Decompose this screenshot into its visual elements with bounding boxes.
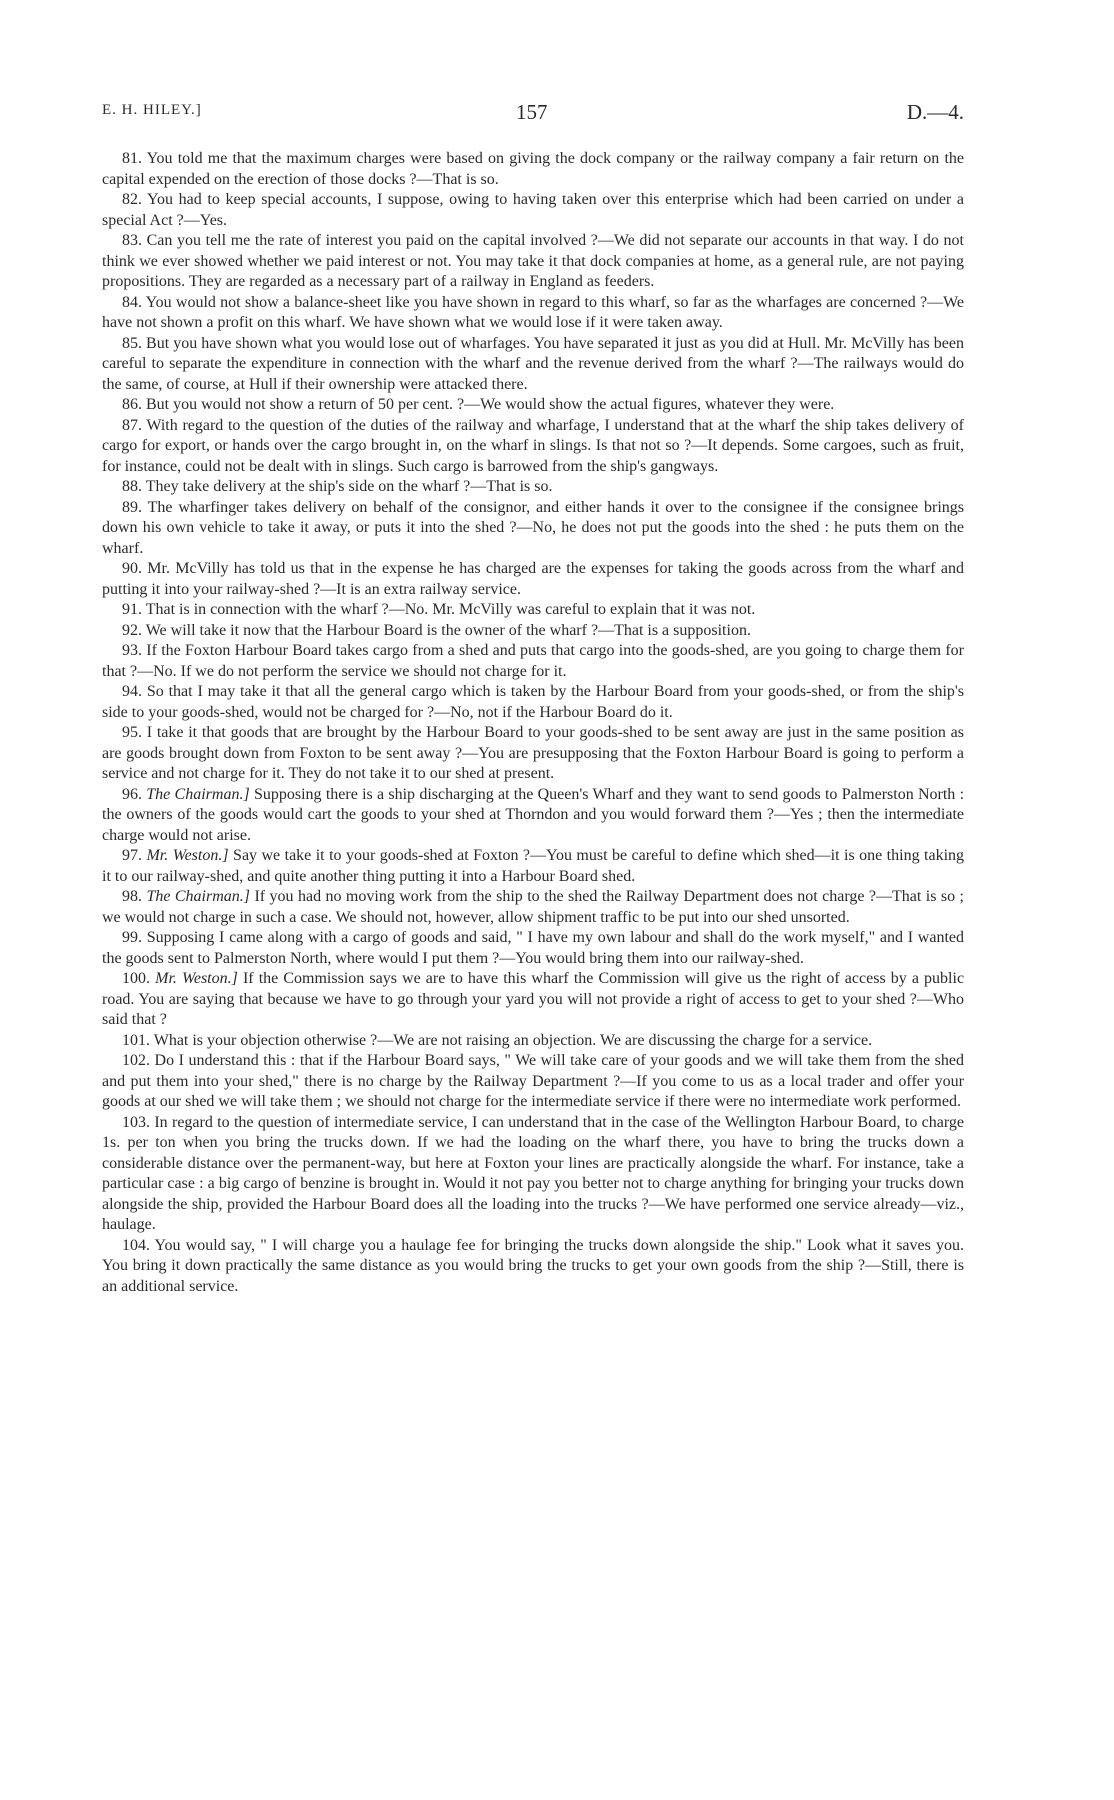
speaker: Mr. Weston.] — [155, 970, 238, 987]
paragraph: 95. I take it that goods that are brought by the Harbour Board to your goods-shed to be sent away are just in the same position as are goods brought down from Foxton to be sent away ?—You are presupposing that the Foxton Harbour Board is going to perform a service and not charge for it. They do not take it to our shed at present. — [102, 724, 964, 782]
header-witness: E. H. HILEY.] — [102, 102, 202, 118]
paragraph: 82. You had to keep special accounts, I suppose, owing to having taken over this enterprise which had been carried on under a special Act ?—Yes. — [102, 191, 964, 229]
paragraph: 96. The Chairman.] Supposing there is a ship discharging at the Queen's Wharf and they want to send goods to Palmerston North : the owners of the goods would cart the goods to your shed at Thorndon and you would forward them ?—Yes ; then the intermediate charge would not arise. — [102, 785, 965, 844]
paragraph: 83. Can you tell me the rate of interest you paid on the capital involved ?—We did not separate our accounts in that way. I do not think we ever showed whether we paid interest or not. You may take it that dock companies at home, as a general rule, are not paying propositions. They are regarded as a necessary part of a railway in England as feeders. — [102, 232, 964, 290]
paragraph: 103. In regard to the question of intermediate service, I can understand that in the case of the Wellington Harbour Board, to charge 1s. per ton when you bring the trucks down. If we had the loading on the wharf there, you have to bring the trucks down a considerable distance over the permanent-way, but here at Foxton your lines are practically alongside the wharf. For instance, take a particular case : a big cargo of benzine is brought in. Would it not pay you better not to charge anything for bringing your trucks down alongside the ship, provided the Harbour Board does all the loading into the trucks ?—We have performed one service already—viz., haulage. — [102, 1113, 964, 1233]
paragraph: 98. The Chairman.] If you had no moving work from the ship to the shed the Railway Department does not charge ?—That is so ; we would not charge in such a case. We should not, however, allow shipment traffic to be put into our shed unsorted. — [102, 888, 965, 926]
paragraph: 92. We will take it now that the Harbour Board is the owner of the wharf ?—That is a supposition. — [122, 621, 751, 639]
speaker: The Chairman.] — [146, 785, 250, 803]
paragraph: 104. You would say, " I will charge you a haulage fee for bringing the trucks down alongside the ship." Look what it saves you. You bring it down practically the same distance as you would bring the trucks to get your own goods from the ship ?—Still, there is an additional service. — [102, 1236, 964, 1295]
document-reference: D.—4. — [906, 100, 964, 124]
document-body — [102, 149, 964, 1297]
page-header — [102, 100, 964, 126]
paragraph: 86. But you would not show a return of 50 per cent. ?—We would show the actual figures, whatever they were. — [122, 396, 835, 413]
paragraph: 100. Mr. Weston.] If the Commission says we are to have this wharf the Commission will give us the right of access by a public road. You are saying that because we have to go through your yard you will not provide a right of access to get to your shed ?—Who said that ? — [102, 970, 965, 1028]
paragraph: 81. You told me that the maximum charges were based on giving the dock company or the railway company a fair return on the capital expended on the erection of those docks ?—That is so. — [102, 150, 964, 188]
speaker: Mr. Weston.] — [146, 847, 229, 864]
page-number: 157 — [516, 100, 548, 124]
paragraph: 90. Mr. McVilly has told us that in the expense he has charged are the expenses for taking the goods across from the wharf and putting it into your railway-shed ?—It is an extra railway service. — [102, 560, 964, 598]
paragraph: 94. So that I may take it that all the general cargo which is taken by the Harbour Board from your goods-shed, or from the ship's side to your goods-shed, would not be charged for ?—No, not if the Harbour Board do it. — [102, 683, 964, 721]
paragraph: 84. You would not show a balance-sheet like you have shown in regard to this wharf, so far as the wharfages are concerned ?—We have not shown a profit on this wharf. We have shown what we would lose if it were taken away. — [102, 293, 964, 331]
paragraph: 87. With regard to the question of the duties of the railway and wharfage, I understand that at the wharf the ship takes delivery of cargo for export, or hands over the cargo brought in, on the wharf in slings. Is that not so ?—It depends. Some cargoes, such as fruit, for instance, could not be dealt with in slings. Such cargo is barrowed from the ship's gangways. — [102, 416, 964, 475]
paragraph: 99. Supposing I came along with a cargo of goods and said, " I have my own labour and shall do the work myself," and I wanted the goods sent to Palmerston North, where would I put them ?—You would bring them into our railway-shed. — [102, 929, 964, 967]
paragraph: 91. That is in connection with the wharf ?—No. Mr. McVilly was careful to explain that it was not. — [122, 601, 756, 618]
paragraph: 101. What is your objection otherwise ?—We are not raising an objection. We are discussing the charge for a service. — [122, 1031, 873, 1049]
paragraph: 88. They take delivery at the ship's side on the wharf ?—That is so. — [122, 478, 553, 495]
paragraph: 85. But you have shown what you would lose out of wharfages. You have separated it just as you did at Hull. Mr. McVilly has been careful to separate the expenditure in connection with the wharf and the revenue derived from the wharf ?—The railways would do the same, of course, at Hull if their ownership were attacked there. — [102, 334, 964, 393]
speaker: The Chairman.] — [146, 888, 250, 905]
paragraph: 97. Mr. Weston.] Say we take it to your goods-shed at Foxton ?—You must be careful to define which shed—it is one thing taking it to our railway-shed, and quite another thing putting it into a Harbour Board shed. — [102, 847, 965, 885]
paragraph: 93. If the Foxton Harbour Board takes cargo from a shed and puts that cargo into the goods-shed, are you going to charge them for that ?—No. If we do not perform the service we should not charge for it. — [102, 642, 964, 680]
paragraph: 89. The wharfinger takes delivery on behalf of the consignor, and either hands it over to the consignee if the consignee brings down his own vehicle to take it away, or puts it into the shed ?—No, he does not put the goods into the shed : he puts them on the wharf. — [102, 498, 964, 557]
paragraph: 102. Do I understand this : that if the Harbour Board says, " We will take care of your goods and we will take them from the shed and put them into your shed," there is no charge by the Railway Department ?—If you come to us as a local trader and offer your goods at our shed we will take them ; we should not charge for the intermediate service if there were no intermediate work performed. — [102, 1052, 964, 1110]
